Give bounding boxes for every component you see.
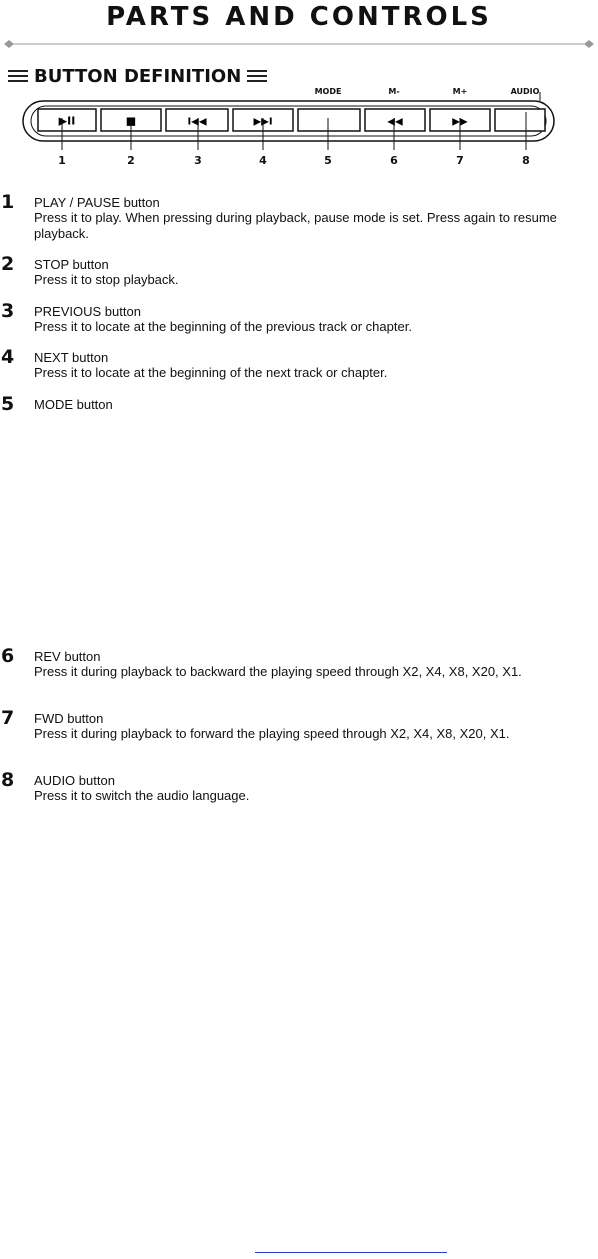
- item-title: AUDIO button: [34, 773, 115, 788]
- item-description: Press it during playback to backward the playing speed through X2, X4, X8, X20, X1.: [34, 664, 522, 679]
- page-title: PARTS AND CONTROLS: [106, 2, 492, 32]
- play-pause-icon: ▶II: [58, 114, 76, 128]
- m-minus-label: M-: [388, 87, 400, 96]
- item-title: REV button: [34, 649, 101, 664]
- audio-button[interactable]: [495, 109, 545, 131]
- previous-button[interactable]: [166, 109, 228, 131]
- stop-button[interactable]: [101, 109, 161, 131]
- item-description: Press it to play. When pressing during playback, pause mode is set. Press again to resume playback.: [34, 210, 557, 241]
- divider-diamond-left: [4, 40, 14, 48]
- item-description: Press it during playback to forward the playing speed through X2, X4, X8, X20, X1.: [34, 726, 510, 741]
- skip-back-icon: I◀◀: [187, 116, 207, 128]
- callout-number: 1: [58, 154, 66, 167]
- callout-number: 6: [390, 154, 398, 167]
- item-title: FWD button: [34, 711, 104, 726]
- callout-number: 3: [194, 154, 202, 167]
- title-divider: [4, 36, 594, 52]
- audio-label: AUDIO: [510, 87, 540, 96]
- callout-number: 4: [259, 154, 267, 167]
- item-number: 3: [1, 300, 15, 322]
- item-description: Press it to stop playback.: [34, 272, 179, 287]
- divider-diamond-right: [584, 40, 594, 48]
- rewind-icon: ◀◀: [387, 116, 403, 128]
- callout-number: 8: [522, 154, 530, 167]
- fast-forward-icon: ▶▶: [452, 116, 468, 128]
- item-title: PLAY / PAUSE button: [34, 195, 160, 210]
- fwd-button[interactable]: [430, 109, 490, 131]
- item-description: Press it to switch the audio language.: [34, 788, 250, 803]
- section-title: BUTTON DEFINITION: [34, 65, 242, 87]
- footer-link-underline[interactable]: [255, 1252, 447, 1253]
- callout-number: 7: [456, 154, 464, 167]
- item-title: STOP button: [34, 257, 109, 272]
- rev-button[interactable]: [365, 109, 425, 131]
- section-header: [8, 65, 267, 87]
- menu-lines-icon: [247, 70, 267, 82]
- play-pause-button[interactable]: [38, 109, 96, 131]
- item-description: Press it to locate at the beginning of the previous track or chapter.: [34, 319, 412, 334]
- skip-forward-icon: ▶▶I: [253, 116, 273, 128]
- callout-number: 2: [127, 154, 135, 167]
- item-number: 7: [1, 707, 15, 729]
- item-title: MODE button: [34, 397, 113, 412]
- m-plus-label: M+: [452, 87, 468, 96]
- item-number: 4: [1, 346, 15, 368]
- menu-lines-icon: [8, 70, 28, 82]
- item-title: NEXT button: [34, 350, 109, 365]
- next-button[interactable]: [233, 109, 293, 131]
- item-number: 5: [1, 393, 15, 415]
- item-title: PREVIOUS button: [34, 304, 141, 319]
- callout-number: 5: [324, 154, 332, 167]
- item-number: 1: [1, 191, 15, 213]
- mode-button[interactable]: [298, 109, 360, 131]
- item-description: Press it to locate at the beginning of the next track or chapter.: [34, 365, 388, 380]
- stop-icon: ■: [125, 114, 137, 128]
- item-number: 2: [1, 253, 15, 275]
- item-number: 8: [1, 769, 15, 791]
- item-number: 6: [1, 645, 15, 667]
- mode-label: MODE: [314, 87, 342, 96]
